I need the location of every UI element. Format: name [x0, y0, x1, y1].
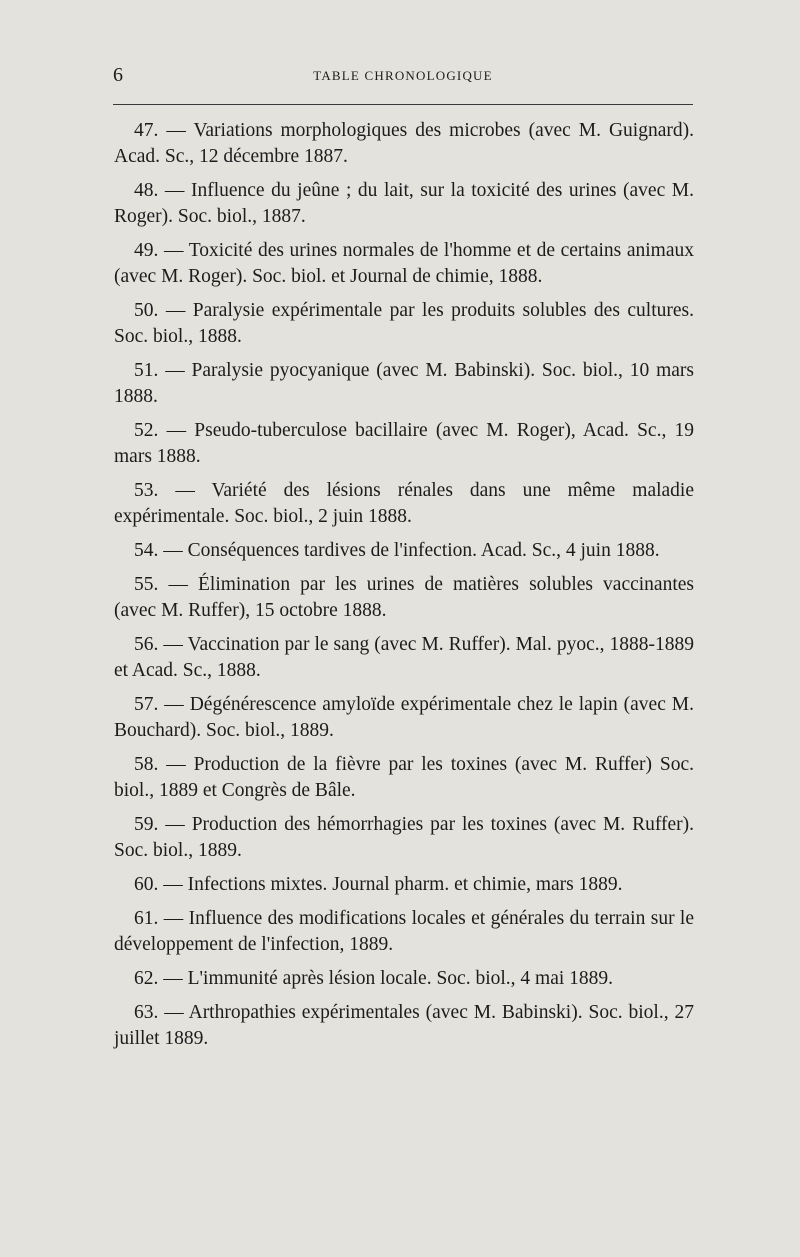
entry-text: — Toxicité des urines normales de l'homme et de certains animaux (avec M. Roger). Soc. biol. et Journal de chimie, 1888. [114, 240, 694, 287]
list-item [114, 298, 694, 350]
entry-text: — Influence des modifications locales et générales du terrain sur le développement de l'infection, 1889. [114, 908, 695, 955]
entry-text: — Paralysie expérimentale par les produits solubles des cultures. Soc. biol., 1888. [114, 300, 694, 347]
entry-text: — Pseudo-tuberculose bacillaire (avec M. Roger), Acad. Sc., 19 mars 1888. [114, 420, 695, 467]
entry-text: — L'immunité après lésion locale. Soc. biol., 4 mai 1889. [163, 968, 614, 989]
list-item [114, 632, 694, 684]
list-item [114, 478, 694, 530]
entry-text: — Influence du jeûne ; du lait, sur la toxicité des urines (avec M. Roger). Soc. biol., 1887. [114, 180, 694, 227]
entry-list [114, 118, 694, 1060]
entry-text: — Production des hémorrhagies par les toxines (avec M. Ruffer). Soc. biol., 1889. [114, 814, 694, 861]
entry-number: 55. [134, 574, 159, 595]
list-item [114, 418, 694, 470]
entry-number: 50. [134, 300, 159, 321]
list-item [114, 238, 694, 290]
page-title: TABLE CHRONOLOGIQUE [313, 68, 493, 83]
entry-number: 53. [134, 480, 159, 501]
list-item [114, 812, 694, 864]
entry-number: 62. [134, 968, 159, 989]
entry-text: — Arthropathies expérimentales (avec M. Babinski). Soc. biol., 27 juillet 1889. [114, 1002, 695, 1049]
entry-text: — Vaccination par le sang (avec M. Ruffer). Mal. pyoc., 1888-1889 et Acad. Sc., 1888. [114, 634, 694, 681]
list-item [114, 178, 694, 230]
entry-number: 58. [134, 754, 159, 775]
entry-number: 63. [134, 1002, 159, 1023]
entry-text: — Élimination par les urines de matières solubles vaccinantes (avec M. Ruffer), 15 octobre 1888. [114, 574, 694, 621]
header-rule [113, 104, 693, 105]
list-item [114, 572, 694, 624]
list-item [114, 752, 694, 804]
entry-text: — Production de la fièvre par les toxines (avec M. Ruffer) Soc. biol., 1889 et Congrès de Bâle. [114, 754, 694, 801]
entry-text: — Dégénérescence amyloïde expérimentale chez le lapin (avec M. Bouchard). Soc. biol., 1889. [114, 694, 695, 741]
entry-number: 57. [134, 694, 159, 715]
list-item [114, 692, 694, 744]
entry-text: — Variété des lésions rénales dans une même maladie expérimentale. Soc. biol., 2 juin 1888. [114, 480, 694, 527]
list-item [114, 872, 694, 898]
entry-number: 52. [134, 420, 159, 441]
entry-number: 47. [134, 120, 159, 141]
list-item [114, 358, 694, 410]
list-item [114, 906, 694, 958]
entry-number: 54. [134, 540, 159, 561]
entry-text: — Paralysie pyocyanique (avec M. Babinski). Soc. biol., 10 mars 1888. [114, 360, 694, 407]
page-number: 6 [113, 64, 123, 86]
entry-number: 49. [134, 240, 159, 261]
entry-number: 56. [134, 634, 159, 655]
list-item [114, 538, 694, 564]
list-item [114, 966, 694, 992]
entry-number: 60. [134, 874, 159, 895]
list-item [114, 1000, 694, 1052]
entry-text: — Infections mixtes. Journal pharm. et chimie, mars 1889. [163, 874, 623, 895]
entry-number: 51. [134, 360, 159, 381]
entry-number: 48. [134, 180, 159, 201]
entry-text: — Variations morphologiques des microbes (avec M. Guignard). Acad. Sc., 12 décembre 1887. [114, 120, 694, 167]
list-item [114, 118, 694, 170]
entry-number: 59. [134, 814, 159, 835]
entry-text: — Conséquences tardives de l'infection. Acad. Sc., 4 juin 1888. [163, 540, 660, 561]
running-header [113, 64, 693, 88]
entry-number: 61. [134, 908, 159, 929]
